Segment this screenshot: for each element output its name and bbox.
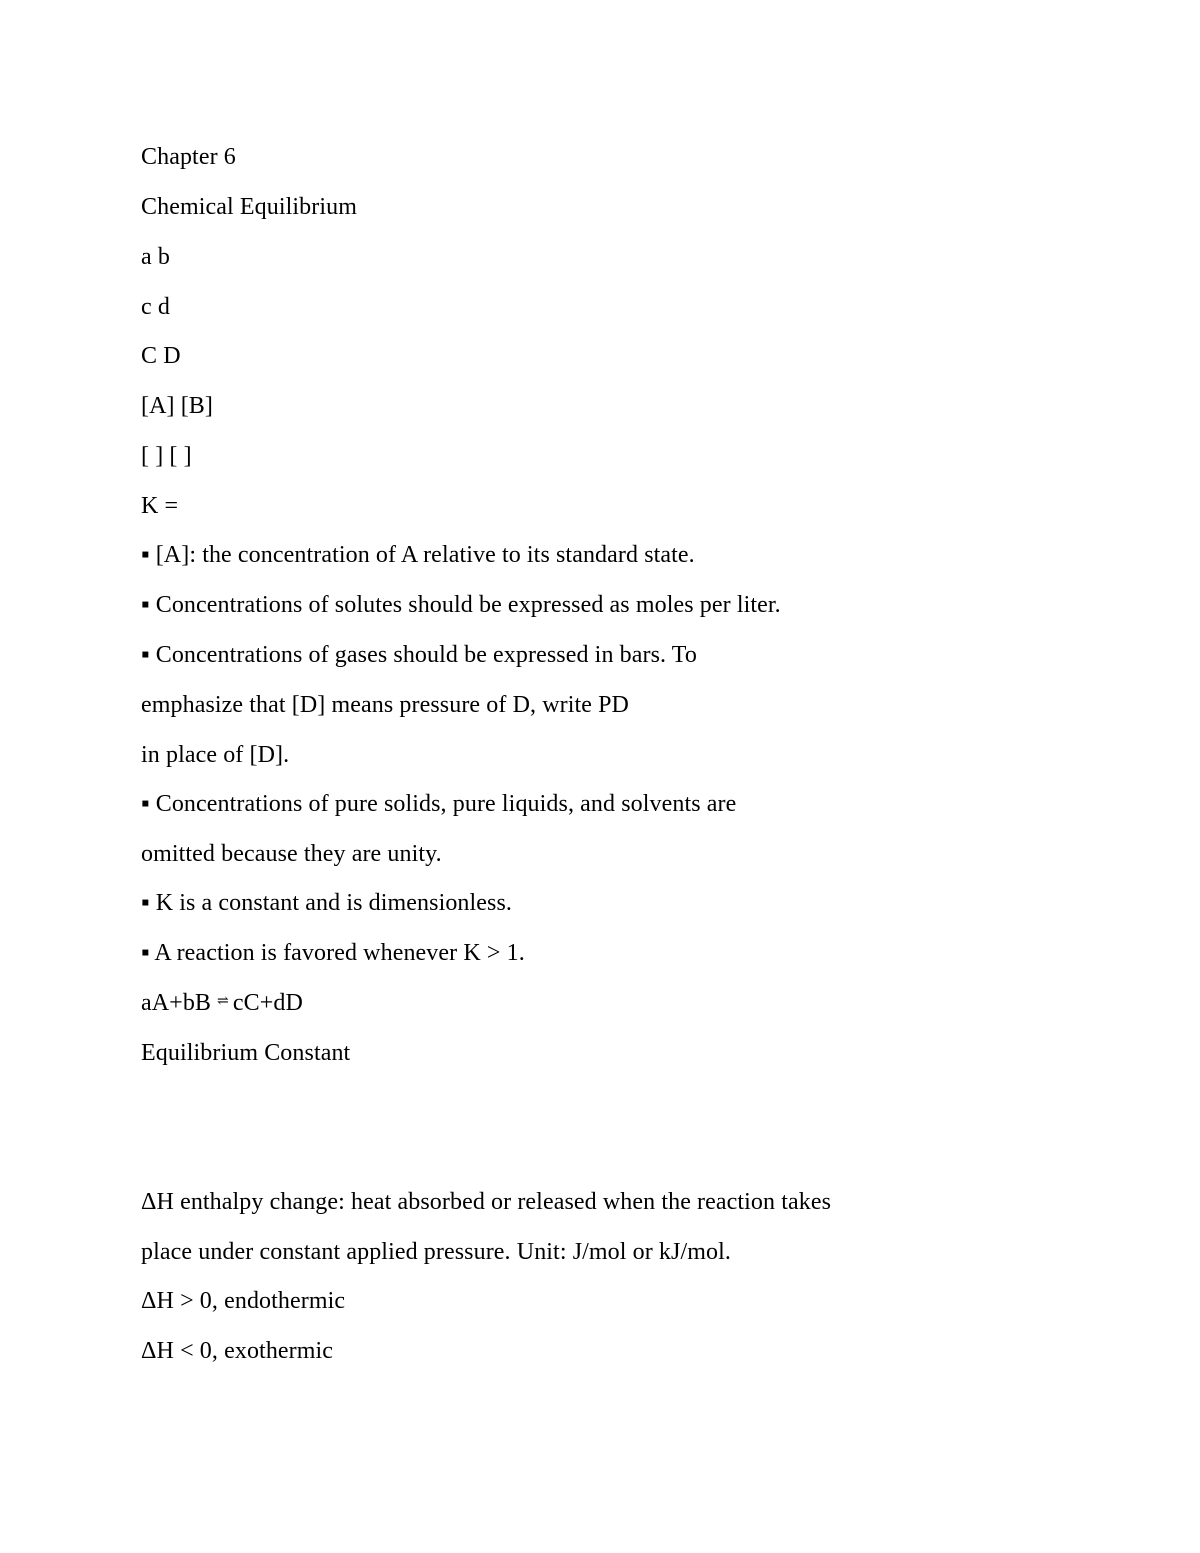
section-label: Equilibrium Constant: [141, 1040, 351, 1066]
chapter-title: Chemical Equilibrium: [141, 194, 357, 220]
text-line: ΔH enthalpy change: heat absorbed or released when the reaction takes: [141, 1189, 832, 1215]
text-line: C D: [141, 343, 181, 369]
bullet-item: ▪ [A]: the concentration of A relative to its standard state.: [141, 542, 695, 568]
text-line: K =: [141, 493, 179, 519]
text-line: ΔH > 0, endothermic: [141, 1288, 346, 1314]
chapter-heading: Chapter 6: [141, 144, 236, 170]
text-line: omitted because they are unity.: [141, 841, 442, 867]
text-line: [A] [B]: [141, 393, 214, 419]
bullet-item: ▪ Concentrations of solutes should be expressed as moles per liter.: [141, 592, 781, 618]
reaction-equation: [141, 989, 303, 1018]
text-line: c d: [141, 294, 170, 320]
text-line: [ ] [ ]: [141, 443, 192, 469]
text-line: emphasize that [D] means pressure of D, write PD: [141, 692, 629, 718]
text-line: a b: [141, 244, 170, 270]
reaction-products: cC+dD: [232, 990, 303, 1016]
bullet-item: ▪ A reaction is favored whenever K > 1.: [141, 940, 525, 966]
text-line: in place of [D].: [141, 742, 290, 768]
bullet-item: ▪ K is a constant and is dimensionless.: [141, 890, 513, 916]
bullet-item: ▪ Concentrations of pure solids, pure liquids, and solvents are: [141, 791, 737, 817]
text-line: ΔH < 0, exothermic: [141, 1338, 334, 1364]
equilibrium-arrow-icon: ⇌: [217, 994, 229, 1010]
text-line: place under constant applied pressure. Unit: J/mol or kJ/mol.: [141, 1239, 731, 1265]
bullet-item: ▪ Concentrations of gases should be expressed in bars. To: [141, 642, 697, 668]
reaction-reactants: aA+bB: [141, 990, 212, 1016]
